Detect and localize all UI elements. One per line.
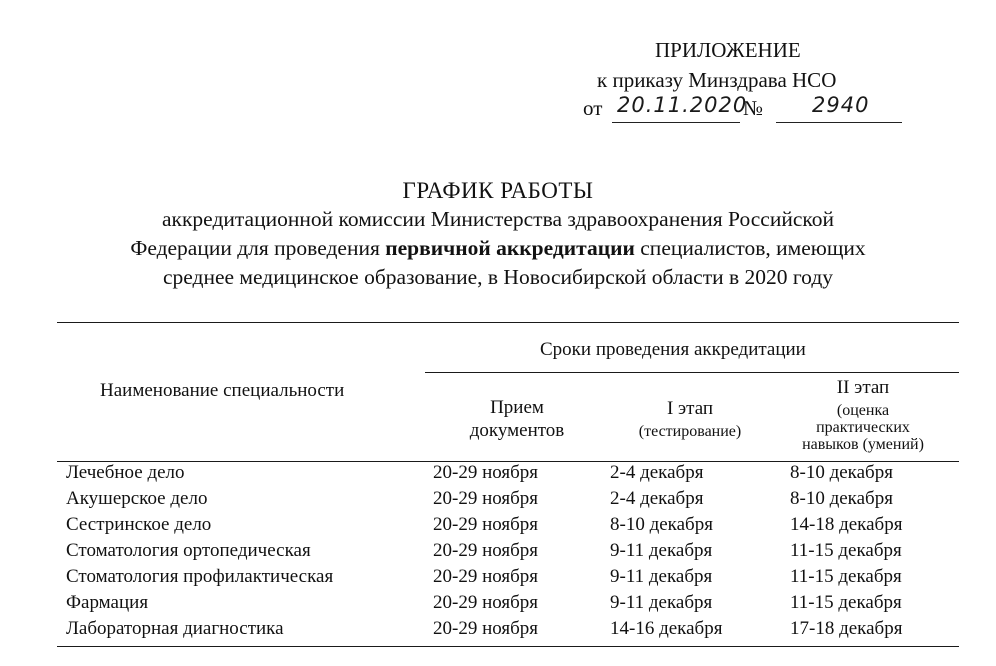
group-header-rule bbox=[425, 372, 959, 373]
cell-stage2: 8-10 декабря bbox=[790, 462, 893, 483]
cell-stage1: 14-16 декабря bbox=[610, 618, 723, 639]
cell-stage2: 17-18 декабря bbox=[790, 618, 903, 639]
cell-stage1: 9-11 декабря bbox=[610, 592, 713, 613]
number-underline bbox=[776, 122, 902, 123]
col-header-stage2-3: практических bbox=[816, 419, 910, 436]
cell-specialty: Стоматология ортопедическая bbox=[66, 540, 311, 561]
cell-specialty: Лечебное дело bbox=[66, 462, 185, 483]
cell-stage1: 9-11 декабря bbox=[610, 540, 713, 561]
title-line-4: среднее медицинское образование, в Новосибирской области в 2020 году bbox=[162, 265, 834, 289]
title-line-2: аккредитационной комиссии Министерства здравоохранения Российской bbox=[162, 207, 834, 231]
cell-stage1: 2-4 декабря bbox=[610, 488, 704, 509]
title-line-3 bbox=[0, 236, 996, 261]
col-header-stage1-1: I этап bbox=[666, 398, 714, 419]
col-header-group: Сроки проведения аккредитации bbox=[540, 339, 806, 360]
col-header-stage2-4: навыков (умений) bbox=[802, 436, 924, 453]
cell-stage1: 9-11 декабря bbox=[610, 566, 713, 587]
col-header-stage2-2: (оценка bbox=[836, 402, 890, 419]
cell-docs: 20-29 ноября bbox=[433, 566, 539, 587]
title-line-3-bold: первичной аккредитации bbox=[385, 236, 635, 260]
cell-docs: 20-29 ноября bbox=[433, 592, 539, 613]
cell-stage2: 8-10 декабря bbox=[790, 488, 893, 509]
cell-specialty: Фармация bbox=[66, 592, 149, 613]
col-header-docs-2: документов bbox=[469, 420, 565, 441]
header-bottom-rule bbox=[57, 461, 959, 462]
title-line-3-post: специалистов, имеющих bbox=[634, 236, 866, 260]
cell-docs: 20-29 ноября bbox=[433, 540, 539, 561]
appendix-subtitle: к приказу Минздрава НСО bbox=[597, 68, 837, 92]
cell-docs: 20-29 ноября bbox=[433, 514, 539, 535]
cell-docs: 20-29 ноября bbox=[433, 488, 539, 509]
table-bottom-rule bbox=[57, 646, 959, 647]
table-top-rule bbox=[57, 322, 959, 323]
cell-stage2: 14-18 декабря bbox=[790, 514, 903, 535]
cell-stage1: 8-10 декабря bbox=[610, 514, 713, 535]
appendix-header bbox=[0, 0, 996, 130]
appendix-title: ПРИЛОЖЕНИЕ bbox=[655, 38, 801, 62]
cell-stage2: 11-15 декабря bbox=[790, 540, 902, 561]
cell-specialty: Стоматология профилактическая bbox=[66, 566, 334, 587]
cell-docs: 20-29 ноября bbox=[433, 618, 539, 639]
date-underline bbox=[612, 122, 740, 123]
order-number-handwritten: 2940 bbox=[812, 93, 870, 117]
col-header-docs-1: Прием bbox=[490, 397, 544, 418]
title-line-3-pre: Федерации для проведения bbox=[130, 236, 386, 260]
cell-docs: 20-29 ноября bbox=[433, 462, 539, 483]
cell-stage1: 2-4 декабря bbox=[610, 462, 704, 483]
title-main: ГРАФИК РАБОТЫ bbox=[402, 178, 594, 203]
cell-specialty: Акушерское дело bbox=[66, 488, 208, 509]
cell-stage2: 11-15 декабря bbox=[790, 592, 902, 613]
col-header-specialty: Наименование специальности bbox=[100, 380, 345, 401]
order-from-label: от bbox=[583, 96, 603, 120]
cell-stage2: 11-15 декабря bbox=[790, 566, 902, 587]
col-header-stage2-1: II этап bbox=[836, 377, 890, 398]
col-header-stage1-2: (тестирование) bbox=[638, 423, 742, 440]
order-date-handwritten: 20.11.2020 bbox=[617, 93, 748, 117]
cell-specialty: Сестринское дело bbox=[66, 514, 212, 535]
order-number-label: № bbox=[743, 96, 764, 120]
cell-specialty: Лабораторная диагностика bbox=[66, 618, 284, 639]
